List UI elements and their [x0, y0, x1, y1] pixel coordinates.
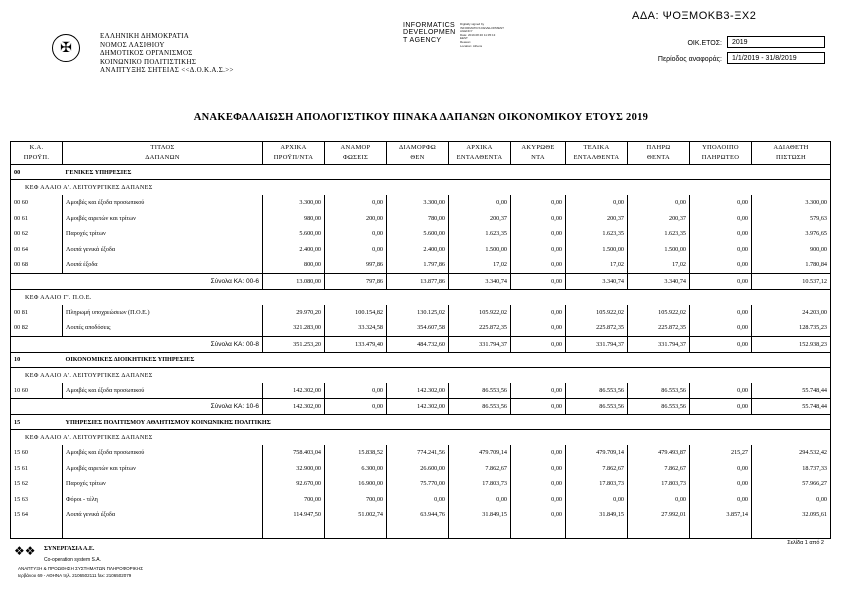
- section-code: 10: [11, 352, 63, 367]
- amount-cell: 579,63: [752, 211, 831, 227]
- item-title: Φόροι - τέλη: [63, 492, 263, 508]
- table-row: [11, 461, 831, 477]
- total-amount-cell: 86.553,56: [566, 399, 628, 415]
- amount-cell: 0,00: [628, 195, 690, 211]
- amount-cell: 86.553,56: [566, 383, 628, 399]
- amount-cell: 57.966,27: [752, 476, 831, 492]
- table-row: [11, 226, 831, 242]
- page-number: Σελίδα 1 από 2: [787, 540, 824, 546]
- column-header-line: ΕΝΤΑΛΘΕΝΤΑ: [573, 154, 620, 161]
- amount-cell: 900,00: [752, 242, 831, 258]
- footer-company: ΣΥΝΕΡΓΑΣΙΑ Α.Ε.: [44, 546, 95, 552]
- table-row: [11, 507, 831, 523]
- column-header-line: ΠΡΟΫΠ/ΝΤΑ: [273, 154, 314, 161]
- issuer-block: [100, 32, 234, 75]
- amount-cell: 225.872,35: [566, 320, 628, 336]
- item-code: 00 60: [11, 195, 63, 211]
- amount-cell: 7.862,67: [449, 461, 511, 477]
- amount-cell: 114.947,50: [263, 507, 325, 523]
- total-amount-cell: 86.553,56: [628, 399, 690, 415]
- total-amount-cell: 484.732,60: [387, 336, 449, 352]
- amount-cell: 0,00: [511, 242, 566, 258]
- column-header-line: ΠΡΟΫΠ.: [23, 154, 50, 161]
- column-header-line: ΔΙΑΜΟΡΦΩ: [398, 144, 437, 151]
- amount-cell: 700,00: [263, 492, 325, 508]
- section-code: 15: [11, 415, 63, 430]
- issuer-line: ΑΝΑΠΤΥΞΗΣ ΣΗΤΕΙΑΣ <<Δ.Ο.Κ.Α.Σ.>>: [100, 66, 234, 75]
- year-label: ΟΙΚ.ΕΤΟΣ:: [687, 40, 722, 47]
- column-header-line: ΝΤΑ: [531, 154, 545, 161]
- column-header: [566, 142, 628, 165]
- amount-cell: 17,02: [628, 257, 690, 273]
- amount-cell: 27.992,01: [628, 507, 690, 523]
- column-header-line: ΠΛΗΡΩΤΕΟ: [701, 154, 740, 161]
- amount-cell: 0,00: [449, 492, 511, 508]
- signature-line: AGENCY: [460, 29, 473, 34]
- chapter-row: [11, 367, 831, 383]
- amount-cell: 479.709,14: [566, 445, 628, 461]
- amount-cell: 18.737,33: [752, 461, 831, 477]
- total-amount-cell: 0,00: [690, 399, 752, 415]
- section-row: [11, 415, 831, 430]
- amount-cell: 0,00: [511, 507, 566, 523]
- section-row: [11, 165, 831, 180]
- amount-cell: 0,00: [690, 461, 752, 477]
- table-row: [11, 195, 831, 211]
- item-title: Αμοιβές αιρετών και τρίτων: [63, 211, 263, 227]
- chapter-row: [11, 430, 831, 446]
- blank-cell: [325, 523, 387, 539]
- blank-cell: [566, 523, 628, 539]
- issuer-line: ΔΗΜΟΤΙΚΟΣ ΟΡΓΑΝΙΣΜΟΣ: [100, 49, 193, 58]
- expenses-table: [10, 141, 831, 539]
- total-amount-cell: 152.938,23: [752, 336, 831, 352]
- amount-cell: 0,00: [511, 461, 566, 477]
- item-title: Παροχές τρίτων: [63, 226, 263, 242]
- amount-cell: 479.709,14: [449, 445, 511, 461]
- table-row: [11, 242, 831, 258]
- amount-cell: 3.857,14: [690, 507, 752, 523]
- amount-cell: 6.300,00: [325, 461, 387, 477]
- amount-cell: 31.849,15: [449, 507, 511, 523]
- amount-cell: 0,00: [566, 492, 628, 508]
- amount-cell: 774.241,56: [387, 445, 449, 461]
- amount-cell: 3.300,00: [752, 195, 831, 211]
- amount-cell: 758.403,04: [263, 445, 325, 461]
- amount-cell: 17.803,73: [566, 476, 628, 492]
- total-amount-cell: 797,86: [325, 273, 387, 289]
- blank-cell: [690, 523, 752, 539]
- total-amount-cell: 3.340,74: [449, 273, 511, 289]
- item-code: 00 62: [11, 226, 63, 242]
- amount-cell: 5.600,00: [387, 226, 449, 242]
- amount-cell: 0,00: [325, 383, 387, 399]
- column-header-line: ΤΙΤΛΟΣ: [150, 144, 175, 151]
- column-header-line: ΑΝΑΜΟΡ: [340, 144, 371, 151]
- period-value: 1/1/2019 - 31/8/2019: [727, 52, 825, 64]
- total-amount-cell: 3.340,74: [566, 273, 628, 289]
- amount-cell: 3.300,00: [263, 195, 325, 211]
- amount-cell: 105.922,02: [566, 305, 628, 321]
- chapter-title: ΚΕΦ ΑΛΑΙΟ Α'. ΛΕΙΤΟΥΡΓΙΚΕΣ ΔΑΠΑΝΕΣ: [11, 430, 831, 446]
- signature-line: Digitally signed by: [460, 22, 485, 26]
- amount-cell: 0,00: [511, 257, 566, 273]
- amount-cell: 1.623,35: [628, 226, 690, 242]
- issuer-line: ΝΟΜΟΣ ΛΑΣΙΘΙΟΥ: [100, 40, 165, 49]
- column-header-line: ΑΡΧΙΚΑ: [280, 144, 307, 151]
- amount-cell: 215,27: [690, 445, 752, 461]
- amount-cell: 32.900,00: [263, 461, 325, 477]
- column-header-line: ΑΔΙΑΘΕΤΗ: [773, 144, 809, 151]
- item-code: 15 62: [11, 476, 63, 492]
- amount-cell: 780,00: [387, 211, 449, 227]
- amount-cell: 7.862,67: [566, 461, 628, 477]
- column-header: [11, 142, 63, 165]
- signature-line: INFORMATICS DEVELOPMENT: [460, 25, 504, 30]
- column-header-line: ΕΝΤΑΛΘΕΝΤΑ: [456, 154, 503, 161]
- blank-cell: [263, 523, 325, 539]
- item-code: 00 61: [11, 211, 63, 227]
- item-code: 00 81: [11, 305, 63, 321]
- amount-cell: 51.002,74: [325, 507, 387, 523]
- signature-line: EEST: [460, 36, 468, 41]
- total-amount-cell: 55.748,44: [752, 399, 831, 415]
- signature-line: Location: Athens: [460, 43, 483, 48]
- item-code: 00 68: [11, 257, 63, 273]
- amount-cell: 1.780,84: [752, 257, 831, 273]
- item-title: Λοιπά έξοδα: [63, 257, 263, 273]
- item-title: Λοιπά γενικά έξοδα: [63, 507, 263, 523]
- table-row: [11, 492, 831, 508]
- ada-code: ΑΔΑ: ΨΟΞΜΟΚΒ3-ΞΧ2: [632, 10, 757, 22]
- amount-cell: 0,00: [387, 492, 449, 508]
- amount-cell: 0,00: [325, 226, 387, 242]
- column-header: [511, 142, 566, 165]
- signature-line: Reason:: [460, 39, 472, 44]
- amount-cell: 700,00: [325, 492, 387, 508]
- amount-cell: 321.283,00: [263, 320, 325, 336]
- column-header-line: ΑΚΥΡΩΘΕ: [521, 144, 555, 151]
- total-amount-cell: 0,00: [511, 399, 566, 415]
- amount-cell: 0,00: [511, 383, 566, 399]
- total-amount-cell: 351.253,20: [263, 336, 325, 352]
- total-label: Σύνολα ΚΑ: 00-6: [11, 273, 263, 289]
- amount-cell: 17,02: [449, 257, 511, 273]
- item-code: 15 64: [11, 507, 63, 523]
- total-amount-cell: 331.794,37: [628, 336, 690, 352]
- item-title: Αμοιβές αιρετών και τρίτων: [63, 461, 263, 477]
- amount-cell: 0,00: [511, 226, 566, 242]
- column-header: [63, 142, 263, 165]
- page-title: ΑΝΑΚΕΦΑΛΑΙΩΣΗ ΑΠΟΛΟΓΙΣΤΙΚΟΥ ΠΙΝΑΚΑ ΔΑΠΑΝΩΝ ΟΙΚΟΝΟΜΙΚΟΥ ΕΤΟΥΣ 2019: [193, 112, 649, 123]
- total-amount-cell: 10.537,12: [752, 273, 831, 289]
- amount-cell: 0,00: [449, 195, 511, 211]
- table-row: [11, 305, 831, 321]
- table-row: [11, 257, 831, 273]
- column-header-line: ΠΙΣΤΩΣΗ: [776, 154, 806, 161]
- amount-cell: 1.500,00: [566, 242, 628, 258]
- amount-cell: 63.944,76: [387, 507, 449, 523]
- chapter-row: [11, 289, 831, 305]
- chapter-row: [11, 180, 831, 196]
- amount-cell: 29.970,20: [263, 305, 325, 321]
- cooperation-logo-icon: ❖❖: [14, 544, 36, 558]
- amount-cell: 2.400,00: [387, 242, 449, 258]
- amount-cell: 0,00: [325, 242, 387, 258]
- greek-emblem-icon: ✠: [52, 34, 80, 62]
- amount-cell: 75.770,00: [387, 476, 449, 492]
- amount-cell: 0,00: [690, 242, 752, 258]
- dev-logo-line: DEVELOPMEN: [403, 29, 456, 37]
- amount-cell: 200,37: [449, 211, 511, 227]
- item-title: Λοιπά γενικά έξοδα: [63, 242, 263, 258]
- total-row: [11, 273, 831, 289]
- amount-cell: 0,00: [325, 195, 387, 211]
- amount-cell: 200,37: [628, 211, 690, 227]
- total-amount-cell: 142.302,00: [263, 399, 325, 415]
- amount-cell: 17.803,73: [449, 476, 511, 492]
- column-header: [690, 142, 752, 165]
- total-amount-cell: 331.794,37: [566, 336, 628, 352]
- total-amount-cell: 142.302,00: [387, 399, 449, 415]
- amount-cell: 0,00: [690, 211, 752, 227]
- section-title: ΓΕΝΙΚΕΣ ΥΠΗΡΕΣΙΕΣ: [63, 165, 831, 180]
- column-header-line: ΠΛΗΡΩ: [646, 144, 671, 151]
- total-amount-cell: 13.877,86: [387, 273, 449, 289]
- column-header: [325, 142, 387, 165]
- amount-cell: 86.553,56: [628, 383, 690, 399]
- amount-cell: 128.735,23: [752, 320, 831, 336]
- amount-cell: 92.670,00: [263, 476, 325, 492]
- amount-cell: 0,00: [690, 195, 752, 211]
- amount-cell: 294.532,42: [752, 445, 831, 461]
- blank-cell: [63, 523, 263, 539]
- amount-cell: 225.872,35: [628, 320, 690, 336]
- item-code: 15 60: [11, 445, 63, 461]
- item-code: 15 63: [11, 492, 63, 508]
- amount-cell: 997,86: [325, 257, 387, 273]
- amount-cell: 5.600,00: [263, 226, 325, 242]
- amount-cell: 31.849,15: [566, 507, 628, 523]
- amount-cell: 0,00: [690, 383, 752, 399]
- total-amount-cell: 13.080,00: [263, 273, 325, 289]
- blank-row: [11, 523, 831, 539]
- issuer-line: ΕΛΛΗΝΙΚΗ ΔΗΜΟΚΡΑΤΙΑ: [100, 32, 190, 40]
- column-header: [628, 142, 690, 165]
- total-row: [11, 336, 831, 352]
- amount-cell: 130.125,02: [387, 305, 449, 321]
- amount-cell: 55.748,44: [752, 383, 831, 399]
- section-row: [11, 352, 831, 367]
- footer-line-2: Ιερβάνου 69 - ΑΘΗΝΑ τηλ. 2106502111 fax: 2106502079: [18, 573, 132, 578]
- total-amount-cell: 133.479,40: [325, 336, 387, 352]
- blank-cell: [11, 523, 63, 539]
- amount-cell: 33.324,58: [325, 320, 387, 336]
- item-title: Αμοιβές και έξοδα προσωπικού: [63, 445, 263, 461]
- amount-cell: 225.872,35: [449, 320, 511, 336]
- amount-cell: 0,00: [690, 320, 752, 336]
- blank-cell: [511, 523, 566, 539]
- column-header: [263, 142, 325, 165]
- footer-company-en: Co-operation system S.A.: [44, 557, 101, 563]
- period-label: Περίοδος αναφοράς:: [657, 56, 722, 63]
- amount-cell: 142.302,00: [263, 383, 325, 399]
- amount-cell: 0,00: [511, 445, 566, 461]
- amount-cell: 0,00: [690, 305, 752, 321]
- amount-cell: 26.600,00: [387, 461, 449, 477]
- total-amount-cell: 331.794,37: [449, 336, 511, 352]
- item-title: Πληρωμή υποχρεώσεων (Π.Ο.Ε.): [63, 305, 263, 321]
- total-amount-cell: 0,00: [690, 273, 752, 289]
- item-title: Αμοιβές και έξοδα προσωπικού: [63, 195, 263, 211]
- table-header-row: [11, 142, 831, 165]
- amount-cell: 15.838,52: [325, 445, 387, 461]
- amount-cell: 32.095,61: [752, 507, 831, 523]
- amount-cell: 7.862,67: [628, 461, 690, 477]
- amount-cell: 3.300,00: [387, 195, 449, 211]
- table-row: [11, 211, 831, 227]
- amount-cell: 0,00: [511, 305, 566, 321]
- amount-cell: 0,00: [628, 492, 690, 508]
- item-title: Λοιπές αποδόσεις: [63, 320, 263, 336]
- amount-cell: 17.803,73: [628, 476, 690, 492]
- amount-cell: 105.922,02: [628, 305, 690, 321]
- total-label: Σύνολα ΚΑ: 00-8: [11, 336, 263, 352]
- amount-cell: 16.900,00: [325, 476, 387, 492]
- amount-cell: 24.203,00: [752, 305, 831, 321]
- amount-cell: 0,00: [690, 226, 752, 242]
- amount-cell: 0,00: [752, 492, 831, 508]
- year-value: 2019: [727, 36, 825, 48]
- signature-line: Date: 2019.08.30 11:35:13: [460, 32, 496, 37]
- section-title: ΟΙΚΟΝΟΜΙΚΕΣ ΔΙΟΙΚΗΤΙΚΕΣ ΥΠΗΡΕΣΙΕΣ: [63, 352, 831, 367]
- column-header-line: ΘΕΝΤΑ: [646, 154, 670, 161]
- dev-logo-line: INFORMATICS: [403, 22, 456, 29]
- total-amount-cell: 0,00: [690, 336, 752, 352]
- table-row: [11, 445, 831, 461]
- table-row: [11, 383, 831, 399]
- amount-cell: 142.302,00: [387, 383, 449, 399]
- column-header-line: ΥΠΟΛΟΙΠΟ: [702, 144, 739, 151]
- column-header-line: ΦΩΣΕΙΣ: [342, 154, 369, 161]
- blank-cell: [628, 523, 690, 539]
- amount-cell: 354.607,58: [387, 320, 449, 336]
- item-code: 00 82: [11, 320, 63, 336]
- blank-cell: [449, 523, 511, 539]
- section-title: ΥΠΗΡΕΣΙΕΣ ΠΟΛΙΤΙΣΜΟΥ ΑΘΛΗΤΙΣΜΟΥ ΚΟΙΝΩΝΙΚΗΣ ΠΟΛΙΤΙΚΗΣ: [63, 415, 831, 430]
- item-title: Παροχές τρίτων: [63, 476, 263, 492]
- section-code: 00: [11, 165, 63, 180]
- column-header-line: ΤΕΛΙΚΑ: [583, 144, 610, 151]
- chapter-title: ΚΕΦ ΑΛΑΙΟ Α'. ΛΕΙΤΟΥΡΓΙΚΕΣ ΔΑΠΑΝΕΣ: [11, 180, 831, 196]
- amount-cell: 2.400,00: [263, 242, 325, 258]
- amount-cell: 200,37: [566, 211, 628, 227]
- amount-cell: 0,00: [690, 257, 752, 273]
- chapter-title: ΚΕΦ ΑΛΑΙΟ Γ'. Π.Ο.Ε.: [11, 289, 831, 305]
- amount-cell: 86.553,56: [449, 383, 511, 399]
- amount-cell: 980,00: [263, 211, 325, 227]
- amount-cell: 0,00: [566, 195, 628, 211]
- amount-cell: 100.154,82: [325, 305, 387, 321]
- table-row: [11, 320, 831, 336]
- item-code: 00 64: [11, 242, 63, 258]
- footer-line-1: ΑΝΑΠΤΥΞΗ & ΠΡΟΩΘΗΣΗ ΣΥΣΤΗΜΑΤΩΝ ΠΛΗΡΟΦΟΡΙΚΗΣ: [18, 566, 143, 571]
- amount-cell: 0,00: [511, 492, 566, 508]
- blank-cell: [387, 523, 449, 539]
- column-header: [449, 142, 511, 165]
- total-amount-cell: 0,00: [511, 273, 566, 289]
- column-header-line: Κ.Α.: [29, 144, 44, 151]
- column-header-line: ΘΕΝ: [410, 154, 425, 161]
- total-row: [11, 399, 831, 415]
- total-amount-cell: 86.553,56: [449, 399, 511, 415]
- amount-cell: 479.493,87: [628, 445, 690, 461]
- amount-cell: 1.623,35: [449, 226, 511, 242]
- amount-cell: 3.976,65: [752, 226, 831, 242]
- item-title: Αμοιβές και έξοδα προσωπικού: [63, 383, 263, 399]
- amount-cell: 0,00: [511, 195, 566, 211]
- column-header: [752, 142, 831, 165]
- total-label: Σύνολα ΚΑ: 10-6: [11, 399, 263, 415]
- column-header-line: ΑΡΧΙΚΑ: [466, 144, 493, 151]
- item-code: 15 61: [11, 461, 63, 477]
- amount-cell: 200,00: [325, 211, 387, 227]
- dev-agency-logo: [403, 22, 456, 44]
- issuer-line: ΚΟΙΝΩΝΙΚΟ ΠΟΛΙΤΙΣΤΙΚΗΣ: [100, 57, 197, 66]
- amount-cell: 1.500,00: [449, 242, 511, 258]
- total-amount-cell: 0,00: [511, 336, 566, 352]
- amount-cell: 1.797,86: [387, 257, 449, 273]
- amount-cell: 0,00: [690, 476, 752, 492]
- amount-cell: 0,00: [511, 476, 566, 492]
- amount-cell: 105.922,02: [449, 305, 511, 321]
- amount-cell: 0,00: [690, 492, 752, 508]
- digital-signature-text: [460, 23, 504, 48]
- amount-cell: 800,00: [263, 257, 325, 273]
- chapter-title: ΚΕΦ ΑΛΑΙΟ Α'. ΛΕΙΤΟΥΡΓΙΚΕΣ ΔΑΠΑΝΕΣ: [11, 367, 831, 383]
- table-row: [11, 476, 831, 492]
- column-header: [387, 142, 449, 165]
- item-code: 10 60: [11, 383, 63, 399]
- total-amount-cell: 3.340,74: [628, 273, 690, 289]
- amount-cell: 0,00: [511, 320, 566, 336]
- amount-cell: 17,02: [566, 257, 628, 273]
- dev-logo-line: T AGENCY: [403, 36, 442, 44]
- column-header-line: ΔΑΠΑΝΩΝ: [145, 154, 180, 161]
- amount-cell: 1.500,00: [628, 242, 690, 258]
- blank-cell: [752, 523, 831, 539]
- amount-cell: 0,00: [511, 211, 566, 227]
- total-amount-cell: 0,00: [325, 399, 387, 415]
- amount-cell: 1.623,35: [566, 226, 628, 242]
